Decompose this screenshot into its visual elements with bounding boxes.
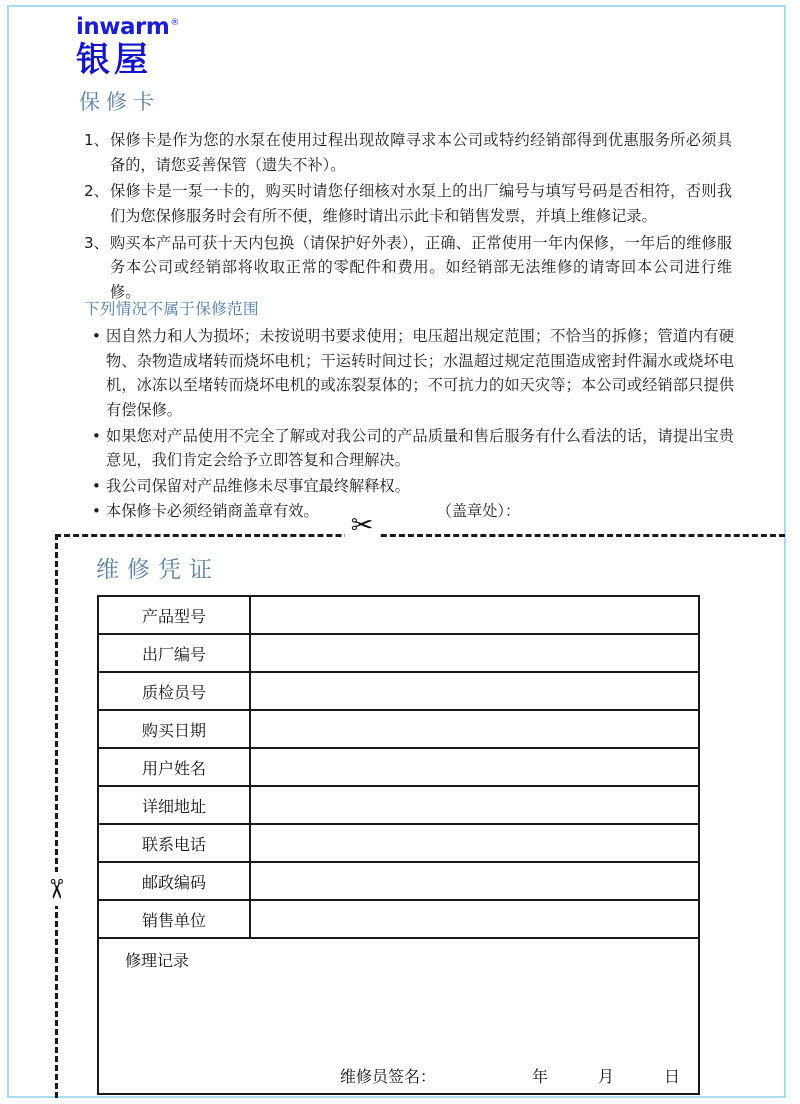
table-row bbox=[98, 748, 699, 786]
list-item bbox=[92, 324, 734, 423]
scissors-icon: ✂ bbox=[38, 872, 72, 906]
repair-voucher-table bbox=[97, 595, 700, 1095]
list-item-text: 我公司保留对产品维修未尽事宜最终解释权。 bbox=[106, 476, 410, 495]
clause-number: 2、 bbox=[84, 182, 109, 201]
list-item-text: 因自然力和人为损坏；未按说明书要求使用；电压超出规定范围；不恰当的拆修；管道内有硬物、杂物造成堵转而烧坏电机；干运转时间过长；水温超过规定范围造成密封件漏水或烧坏电机，冰冻以至堵转而烧坏电机的或冻裂泵体的；不可抗力的如天灾等；本公司或经销部只提供有偿保修。 bbox=[106, 327, 734, 419]
row-label: 质检员号 bbox=[98, 672, 250, 710]
registered-trademark-icon: ® bbox=[170, 18, 179, 29]
row-label: 详细地址 bbox=[98, 786, 250, 824]
table-row bbox=[98, 710, 699, 748]
voucher-title: 维修凭证 bbox=[96, 557, 220, 583]
clause-list bbox=[84, 128, 732, 306]
list-item bbox=[92, 424, 734, 473]
scissors-icon: ✂ bbox=[345, 509, 379, 543]
signature-row bbox=[99, 1064, 686, 1087]
row-value-field[interactable] bbox=[250, 824, 699, 862]
brand-logo-chinese: 银屋 bbox=[76, 40, 152, 80]
bullet-dot-icon: • bbox=[92, 426, 101, 445]
row-label: 联系电话 bbox=[98, 824, 250, 862]
table-row bbox=[98, 786, 699, 824]
table-row bbox=[98, 596, 699, 634]
bullet-dot-icon: • bbox=[92, 502, 101, 521]
brand-logo bbox=[76, 16, 179, 79]
brand-logo-latin-text: inwarm bbox=[76, 14, 170, 40]
clause-text: 购买本产品可获十天内包换（请保护好外表），正确、正常使用一年内保修，一年后的维修服务本公司或经销部将收取正常的零配件和费用。如经销部无法维修的请寄回本公司进行维修。 bbox=[110, 233, 732, 301]
day-label: 日 bbox=[663, 1067, 680, 1086]
row-value-field[interactable] bbox=[250, 672, 699, 710]
stamp-area-note: （盖章处）： bbox=[436, 502, 521, 521]
bullet-dot-icon: • bbox=[92, 476, 101, 495]
row-value-field[interactable] bbox=[250, 900, 699, 938]
row-value-field[interactable] bbox=[250, 862, 699, 900]
row-label: 用户姓名 bbox=[98, 748, 250, 786]
row-label: 产品型号 bbox=[98, 596, 250, 634]
row-label: 邮政编码 bbox=[98, 862, 250, 900]
table-row bbox=[98, 824, 699, 862]
list-item bbox=[92, 474, 734, 499]
row-value-field[interactable] bbox=[250, 596, 699, 634]
table-row bbox=[98, 862, 699, 900]
clause-item bbox=[84, 179, 732, 228]
table-row bbox=[98, 900, 699, 938]
table-row bbox=[98, 672, 699, 710]
brand-logo-latin bbox=[76, 16, 179, 39]
clause-number: 1、 bbox=[84, 131, 109, 149]
table-row-repair-record bbox=[98, 938, 699, 1094]
bullet-dot-icon: • bbox=[92, 327, 101, 345]
row-value-field[interactable] bbox=[250, 748, 699, 786]
list-item-text bbox=[106, 499, 734, 524]
list-item bbox=[92, 499, 734, 524]
vertical-cut-line bbox=[55, 534, 58, 1098]
page-title: 保修卡 bbox=[79, 90, 160, 114]
month-label: 月 bbox=[597, 1067, 614, 1086]
clause-number: 3、 bbox=[84, 233, 109, 252]
horizontal-cut-line bbox=[55, 534, 785, 537]
list-item-text: 如果您对产品使用不完全了解或对我公司的产品质量和售后服务有什么看法的话，请提出宝贵意见，我们肯定会给予立即答复和合理解决。 bbox=[106, 426, 734, 470]
repair-record-cell[interactable] bbox=[98, 938, 699, 1094]
clause-item bbox=[84, 231, 732, 305]
list-item-label: 本保修卡必须经销商盖章有效。 bbox=[106, 502, 319, 521]
row-label: 销售单位 bbox=[98, 900, 250, 938]
technician-signature-label: 维修员签名： bbox=[339, 1067, 436, 1086]
row-value-field[interactable] bbox=[250, 786, 699, 824]
table-row bbox=[98, 634, 699, 672]
clause-text: 保修卡是作为您的水泵在使用过程出现故障寻求本公司或特约经销部得到优惠服务所必须具备的，请您妥善保管（遗失不补）。 bbox=[110, 131, 732, 174]
row-value-field[interactable] bbox=[250, 710, 699, 748]
clause-text: 保修卡是一泵一卡的，购买时请您仔细核对水泵上的出厂编号与填写号码是否相符，否则我们为您保修服务时会有所不便，维修时请出示此卡和销售发票，并填上维修记录。 bbox=[110, 182, 732, 225]
exclusions-list bbox=[92, 324, 734, 525]
row-label: 出厂编号 bbox=[98, 634, 250, 672]
clause-item bbox=[84, 128, 732, 177]
repair-record-label: 修理记录 bbox=[125, 951, 190, 970]
year-label: 年 bbox=[531, 1067, 548, 1086]
row-label: 购买日期 bbox=[98, 710, 250, 748]
row-value-field[interactable] bbox=[250, 634, 699, 672]
exclusions-heading: 下列情况不属于保修范围 bbox=[84, 300, 259, 318]
